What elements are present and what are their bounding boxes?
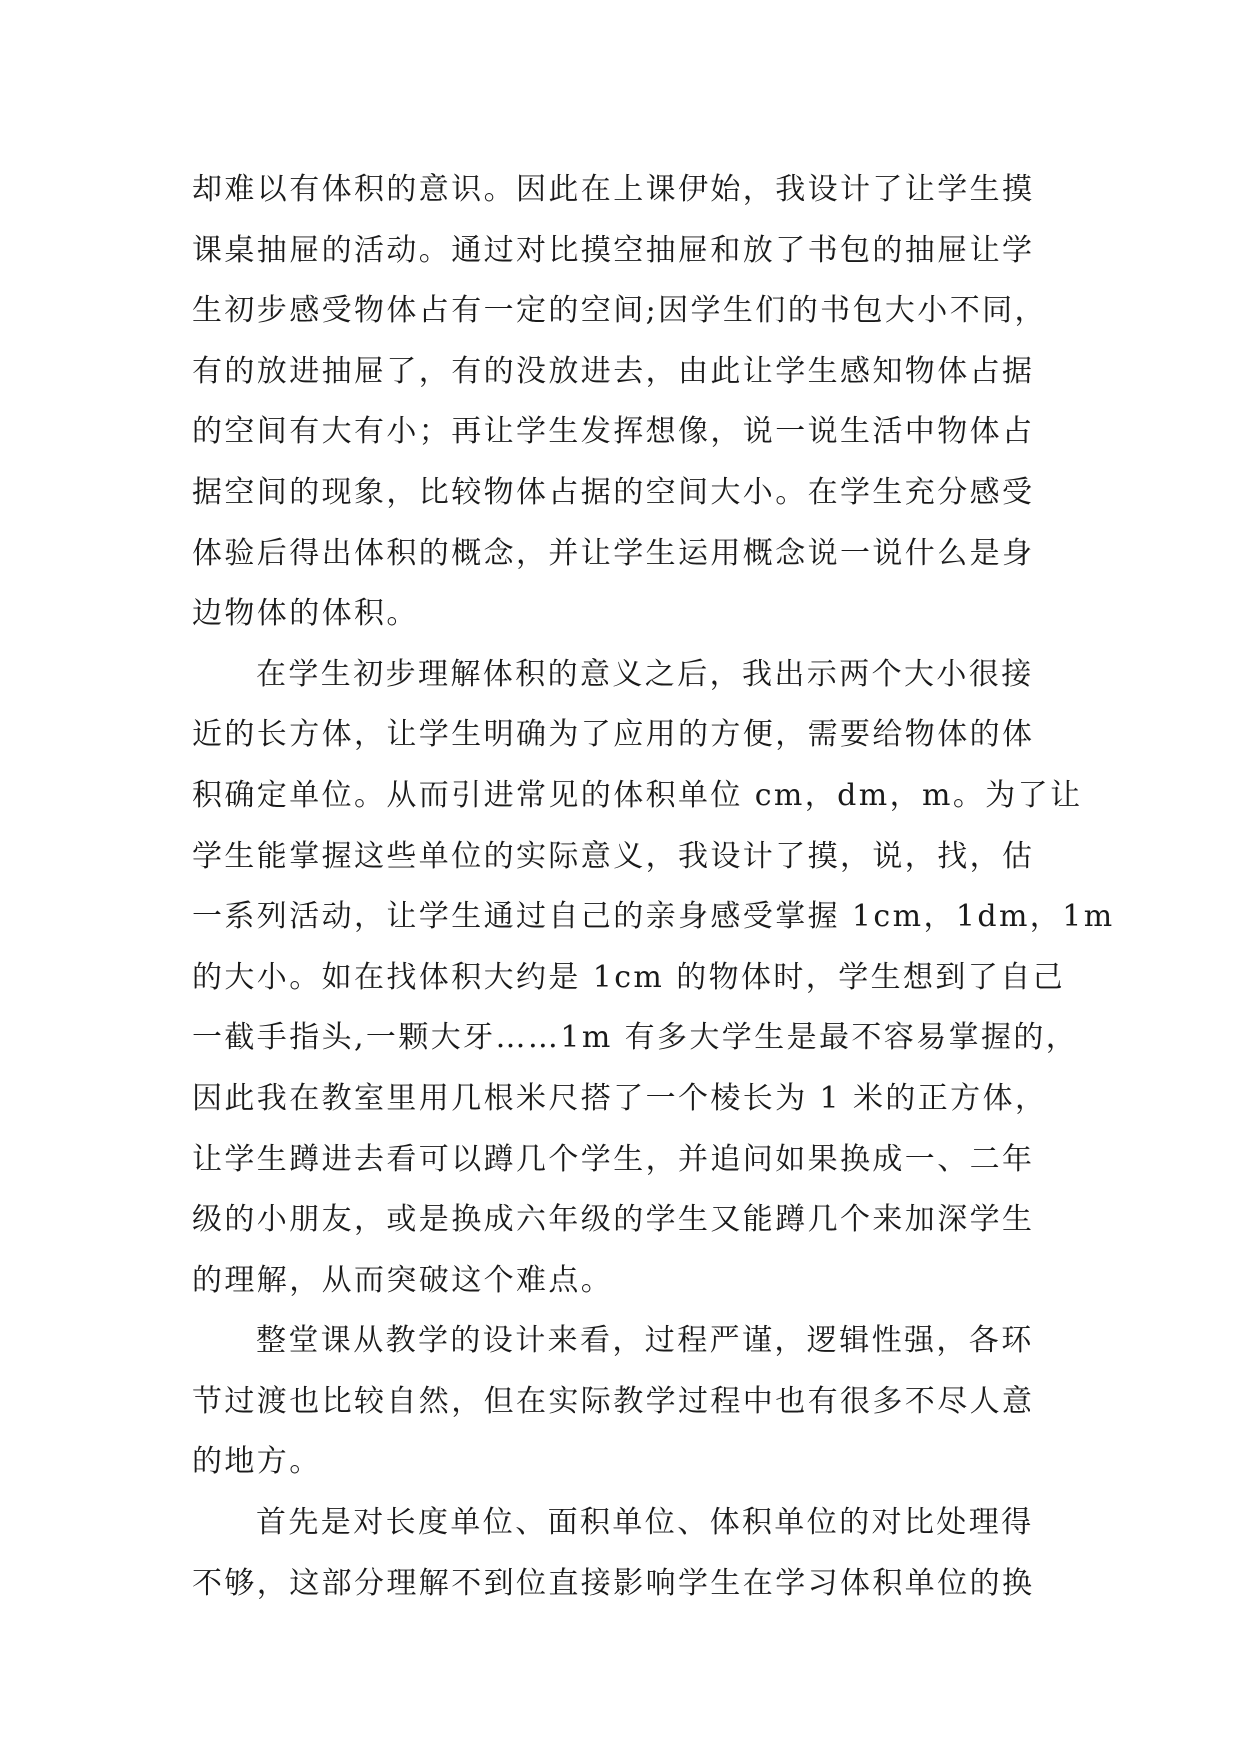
text-line: 一系列活动，让学生通过自己的亲身感受掌握 1cm，1dm，1m xyxy=(192,899,1115,935)
text-line: 不够，这部分理解不到位直接影响学生在学习体积单位的换 xyxy=(192,1565,1035,1601)
text-line: 据空间的现象，比较物体占据的空间大小。在学生充分感受 xyxy=(192,474,1035,510)
body-text xyxy=(192,160,1115,1614)
paragraph-first-line: 整堂课从教学的设计来看，过程严谨，逻辑性强，各环 xyxy=(256,1323,1034,1359)
text-line: 因此我在教室里用几根米尺搭了一个棱长为 1 米的正方体， xyxy=(192,1080,1048,1116)
text-line: 有的放进抽屉了，有的没放进去，由此让学生感知物体占据 xyxy=(192,353,1035,389)
text-line: 节过渡也比较自然，但在实际教学过程中也有很多不尽人意 xyxy=(192,1383,1035,1419)
paragraph-first-line: 首先是对长度单位、面积单位、体积单位的对比处理得 xyxy=(256,1505,1034,1541)
text-line: 一截手指头,一颗大牙……1m 有多大学生是最不容易掌握的， xyxy=(192,1020,1079,1056)
text-line: 的理解，从而突破这个难点。 xyxy=(192,1262,614,1298)
text-line: 生初步感受物体占有一定的空间;因学生们的书包大小不同， xyxy=(192,293,1047,329)
paragraph-first-line: 在学生初步理解体积的意义之后，我出示两个大小很接 xyxy=(256,656,1034,692)
text-line: 积确定单位。从而引进常见的体积单位 cm，dm，m。为了让 xyxy=(192,777,1083,813)
text-line: 边物体的体积。 xyxy=(192,596,419,632)
text-line: 课桌抽屉的活动。通过对比摸空抽屉和放了书包的抽屉让学 xyxy=(192,232,1035,268)
text-line: 级的小朋友，或是换成六年级的学生又能蹲几个来加深学生 xyxy=(192,1202,1035,1238)
text-line: 却难以有体积的意识。因此在上课伊始，我设计了让学生摸 xyxy=(192,172,1035,207)
text-line: 学生能掌握这些单位的实际意义，我设计了摸，说，找，估 xyxy=(192,838,1035,874)
text-line: 近的长方体，让学生明确为了应用的方便，需要给物体的体 xyxy=(192,717,1035,753)
text-line: 的大小。如在找体积大约是 1cm 的物体时，学生想到了自己 xyxy=(192,959,1066,995)
text-line: 的空间有大有小；再让学生发挥想像，说一说生活中物体占 xyxy=(192,414,1035,450)
text-line: 让学生蹲进去看可以蹲几个学生，并追问如果换成一、二年 xyxy=(192,1141,1035,1177)
text-line: 体验后得出体积的概念，并让学生运用概念说一说什么是身 xyxy=(192,535,1035,571)
text-line: 的地方。 xyxy=(192,1444,322,1480)
